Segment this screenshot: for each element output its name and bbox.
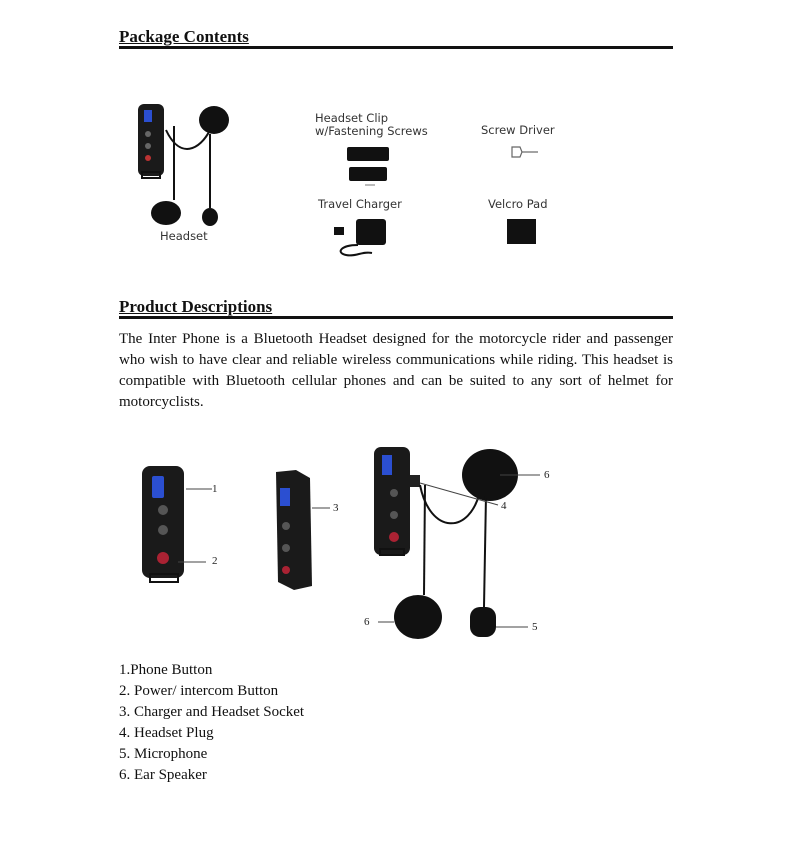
- legend-item: 4. Headset Plug: [119, 725, 214, 741]
- callout-6-top: 6: [544, 469, 550, 481]
- clip-caption-line2: w/Fastening Screws: [315, 124, 428, 138]
- product-descriptions-title: Product Descriptions: [119, 297, 273, 316]
- package-contents-title: Package Contents: [119, 27, 249, 46]
- screwdriver-icon: [510, 145, 550, 159]
- package-contents-heading: [119, 28, 673, 49]
- microphone: [202, 208, 218, 226]
- headset-plug: [410, 475, 420, 487]
- legend-item: 3. Charger and Headset Socket: [119, 704, 305, 720]
- velcro-caption: Velcro Pad: [488, 197, 548, 211]
- ear-speaker-left: [394, 595, 442, 639]
- screwdriver-caption: Screw Driver: [481, 123, 555, 137]
- product-descriptions-heading: [119, 298, 673, 319]
- legend-item: 1.Phone Button: [119, 662, 213, 678]
- charger-caption: Travel Charger: [318, 197, 402, 211]
- ear-speaker-bottom: [151, 201, 181, 225]
- headset-side-view: [266, 466, 346, 596]
- headset-illustration: [130, 100, 250, 230]
- callout-2: 2: [212, 555, 218, 567]
- callout-4: 4: [501, 500, 507, 512]
- velcro-pad-illustration: [507, 219, 537, 245]
- legend-item: 6. Ear Speaker: [119, 767, 207, 783]
- ear-speaker-top: [199, 106, 229, 134]
- headset-clip-illustration: [345, 145, 405, 190]
- product-description-paragraph: The Inter Phone is a Bluetooth Headset designed for the motorcycle rider and passenger who wish to have clear and reliable wireless communications while riding. This headset is compatible with Bluetooth cellular phones and can be suited to any sort of helmet for motorcyclists.: [119, 331, 673, 410]
- clip-caption-line1: Headset Clip: [315, 111, 389, 125]
- legend-item: 5. Microphone: [119, 746, 208, 762]
- callout-6-bottom: 6: [364, 616, 370, 628]
- headset-caption: Headset: [160, 229, 208, 243]
- headset-assembly-view: [370, 445, 560, 645]
- headset-front-view: [138, 462, 218, 592]
- callout-1: 1: [212, 483, 218, 495]
- legend-item: 2. Power/ intercom Button: [119, 683, 279, 699]
- microphone-tip: [470, 607, 496, 637]
- travel-charger-illustration: [332, 215, 392, 260]
- callout-5: 5: [532, 621, 538, 633]
- component-legend: [119, 660, 304, 786]
- callout-3: 3: [333, 502, 339, 514]
